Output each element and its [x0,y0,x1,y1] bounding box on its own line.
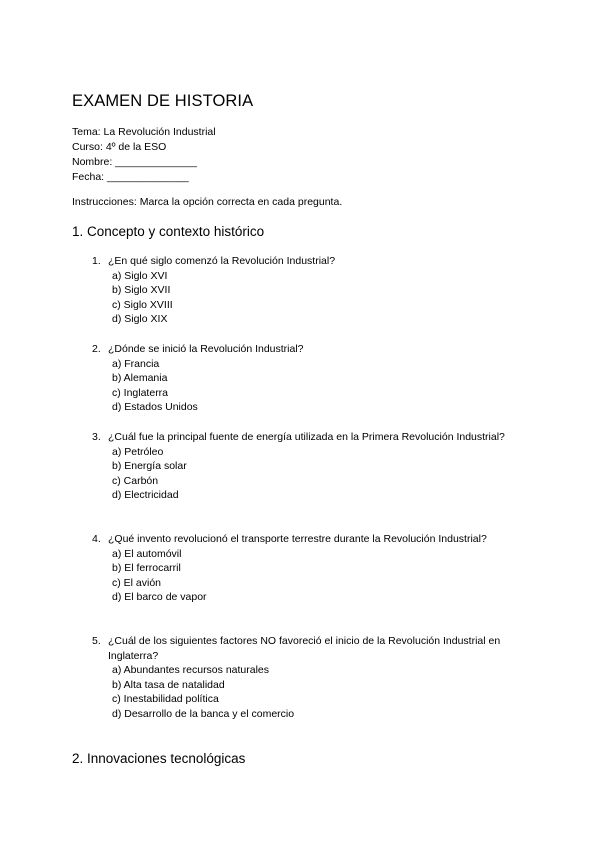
exam-meta-block [72,125,216,185]
meta-tema: Tema: La Revolución Industrial [72,126,216,138]
question-number: 5. [92,635,101,647]
answer-option: b) Alemania [112,372,168,385]
question-text: ¿En qué siglo comenzó la Revolución Industrial? [108,255,336,267]
section-title: 1. Concepto y contexto histórico [72,224,265,239]
question-text: ¿Cuál de los siguientes factores NO favoreció el inicio de la Revolución Industrial en Inglaterra? [108,635,501,662]
question-block [92,254,512,327]
answer-option: b) Energía solar [112,460,187,473]
answer-option: a) Abundantes recursos naturales [112,664,270,677]
question-number: 1. [92,255,101,267]
question-text: ¿Dónde se inició la Revolución Industrial? [108,343,304,355]
answer-option: c) Inglaterra [112,386,169,399]
answer-option: d) El barco de vapor [112,591,207,604]
answer-option: d) Estados Unidos [112,401,198,414]
answer-option: c) Carbón [112,474,159,487]
meta-fecha: Fecha: ______________ [72,171,189,183]
answer-option: d) Desarrollo de la banca y el comercio [112,707,295,720]
question-block [92,532,512,605]
answer-option: a) El automóvil [112,547,182,560]
section-title: 2. Innovaciones tecnológicas [72,751,246,766]
answer-option: c) Inestabilidad política [112,693,219,706]
answer-option: b) Siglo XVII [112,284,171,297]
answer-option: a) Siglo XVI [112,269,168,282]
answer-option: b) El ferrocarril [112,562,181,575]
exam-title: EXAMEN DE HISTORIA [72,92,254,110]
answer-option: a) Petróleo [112,445,164,458]
meta-nombre: Nombre: ______________ [72,156,197,168]
question-block [92,342,512,415]
answer-option: c) El avión [112,576,162,589]
question-block [92,634,512,722]
question-text: ¿Qué invento revolucionó el transporte terrestre durante la Revolución Industrial? [108,533,487,545]
question-number: 3. [92,431,101,443]
answer-option: a) Francia [112,357,160,370]
answer-option: c) Siglo XVIII [112,298,173,311]
answer-option: d) Electricidad [112,489,179,502]
question-text: ¿Cuál fue la principal fuente de energía utilizada en la Primera Revolución Industrial? [108,431,505,443]
meta-curso: Curso: 4º de la ESO [72,141,167,153]
question-number: 2. [92,343,101,355]
instructions: Instrucciones: Marca la opción correcta en cada pregunta. [72,196,343,208]
question-number: 4. [92,533,101,545]
answer-option: b) Alta tasa de natalidad [112,678,225,691]
question-block [92,430,512,503]
answer-option: d) Siglo XIX [112,313,168,326]
